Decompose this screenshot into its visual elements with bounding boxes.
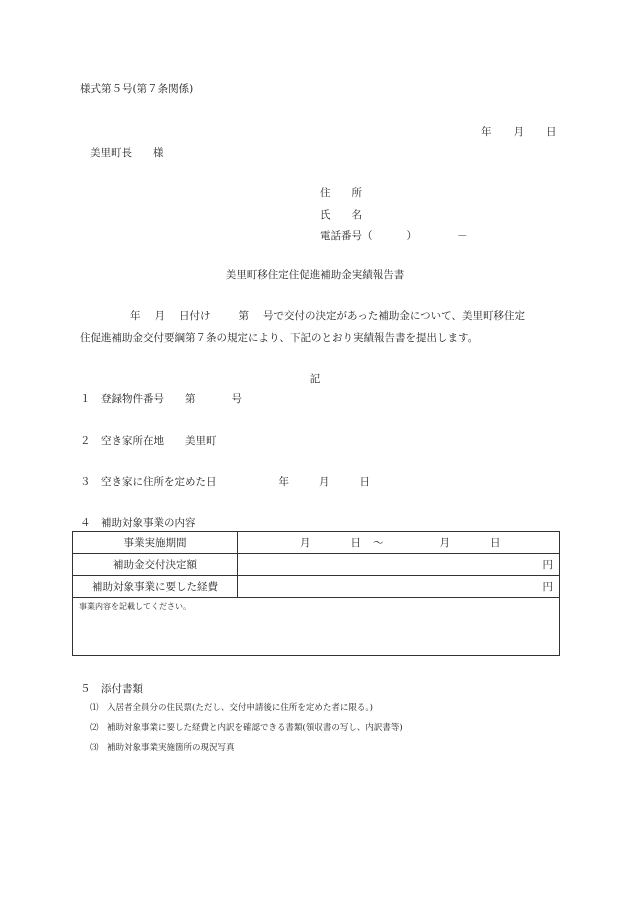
expense-value[interactable] <box>238 576 560 598</box>
attachment-doc-2: ⑵ 補助対象事業に要した経費と内訳を確認できる書類(領収書の写し、内訳書等) <box>90 723 403 733</box>
report-table <box>72 531 560 656</box>
body-line-2: 住促進補助金交付要綱第７条の規定により、下記のとおり実績報告書を提出します。 <box>80 332 479 344</box>
body-month: 月 <box>154 310 165 322</box>
grant-label: 補助金交付決定額 <box>73 554 238 576</box>
phone-label: 電話番号（ <box>320 230 373 242</box>
item-4: ４ 補助対象事業の内容 <box>80 517 196 529</box>
phone-close: ） <box>406 230 417 242</box>
date-year: 年 <box>481 126 492 138</box>
item-1 <box>80 391 242 406</box>
item-3-label: ３ 空き家に住所を定めた日 <box>80 476 217 488</box>
date-month: 月 <box>513 126 524 138</box>
period-tilde: ～ <box>373 537 384 549</box>
body-no: 第 <box>238 310 249 322</box>
item-3 <box>80 474 370 489</box>
notes-field[interactable] <box>73 598 560 656</box>
attachments-heading: ５ 添付書類 <box>80 683 143 695</box>
addressee: 美里町長 様 <box>90 147 164 159</box>
item-1-suffix: 号 <box>231 393 242 405</box>
notes-placeholder: 事業内容を記載してください。 <box>79 602 191 611</box>
body-line-1 <box>130 308 525 323</box>
item-1-label: １ 登録物件番号 第 <box>80 393 196 405</box>
form-number: 様式第５号(第７条関係) <box>80 83 194 95</box>
phone-dash: － <box>457 230 468 242</box>
period-month-2: 月 <box>439 537 450 549</box>
body-day: 日付け <box>179 310 211 322</box>
table-row-grant <box>73 554 560 576</box>
ki-heading: 記 <box>309 373 321 385</box>
phone-line <box>320 228 468 243</box>
name-label: 氏 名 <box>320 209 362 221</box>
period-month-1: 月 <box>300 537 311 549</box>
item-3-month: 月 <box>319 476 330 488</box>
document-title: 美里町移住定住促進補助金実績報告書 <box>225 269 405 281</box>
grant-value[interactable] <box>238 554 560 576</box>
period-day-1: 日 <box>350 537 361 549</box>
grant-unit: 円 <box>542 559 553 571</box>
table-row-notes <box>73 598 560 656</box>
item-3-year: 年 <box>278 476 289 488</box>
item-3-day: 日 <box>359 476 370 488</box>
expense-unit: 円 <box>542 581 553 593</box>
date-line <box>481 124 557 139</box>
period-value[interactable] <box>238 532 560 554</box>
attachment-doc-3: ⑶ 補助対象事業実施箇所の現況写真 <box>90 743 235 753</box>
address-label: 住 所 <box>320 187 362 199</box>
table-row-period <box>73 532 560 554</box>
attachment-doc-1: ⑴ 入居者全員分の住民票(ただし、交付申請後に住所を定めた者に限る。) <box>90 703 373 713</box>
item-2: ２ 空き家所在地 美里町 <box>80 435 217 447</box>
period-label: 事業実施期間 <box>73 532 238 554</box>
body-rest: 号で交付の決定があった補助金について、美里町移住定 <box>263 310 525 322</box>
body-year: 年 <box>130 310 141 322</box>
period-day-2: 日 <box>490 537 501 549</box>
table-row-expense <box>73 576 560 598</box>
date-day: 日 <box>546 126 557 138</box>
expense-label: 補助対象事業に要した経費 <box>73 576 238 598</box>
